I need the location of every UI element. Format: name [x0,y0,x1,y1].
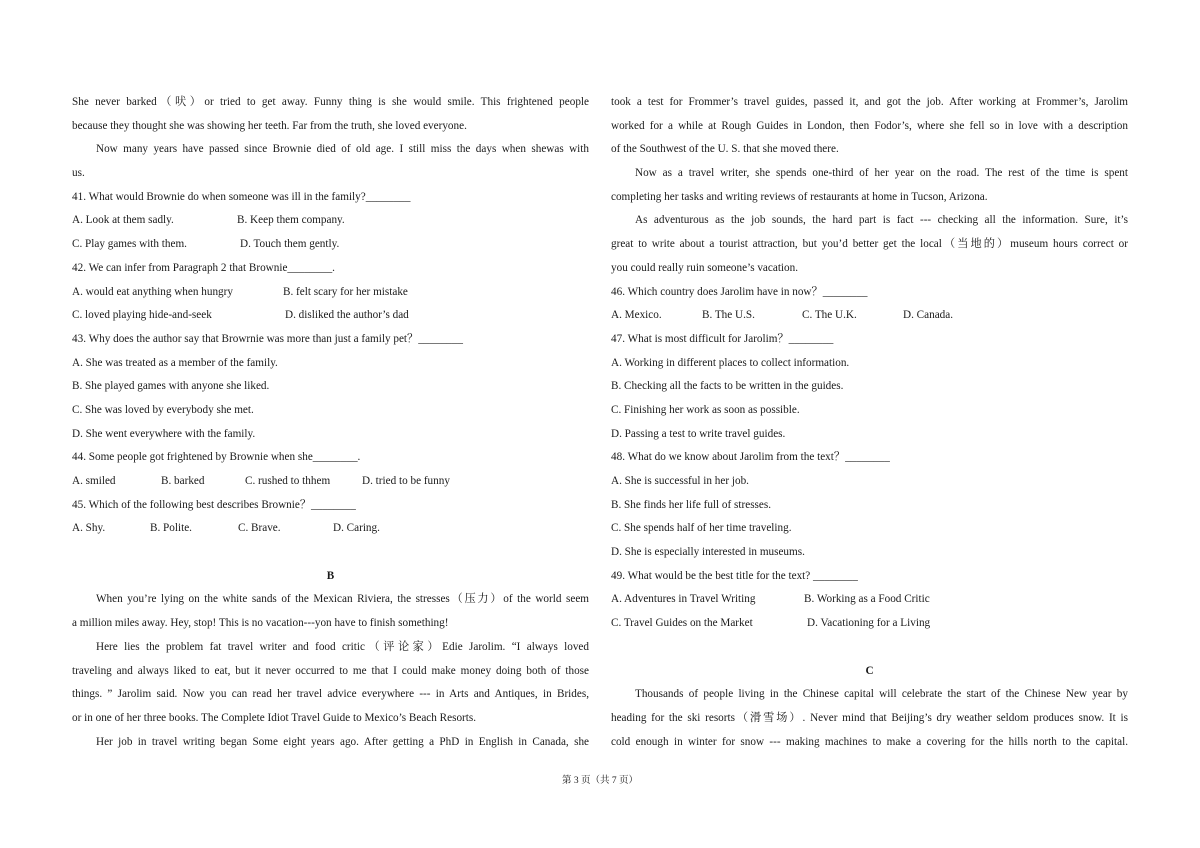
option: A. She is successful in her job. [611,475,749,487]
passage-line: She never barked（吠）or tried to get away. Funny thing is she would smile. This frightened people [72,96,589,108]
passage-line: you could really ruin someone’s vacation. [611,261,799,274]
q49-options-row1 [611,588,1128,612]
option: B. She played games with anyone she liked. [72,380,270,393]
option: D. tried to be funny [362,475,450,487]
page-number-footer: 第 3 页（共 7 页） [561,776,638,786]
option: A. smiled [72,475,116,487]
passage-line: traveling and always liked to eat, but it never occurred to me that I could make money doing both of those [72,664,589,677]
option: B. Working as a Food Critic [804,593,930,606]
option: D. Passing a test to write travel guides. [611,427,786,440]
option: C. She spends half of her time traveling. [611,522,792,535]
option: C. She was loved by everybody she met. [72,403,254,416]
question-49: 49. What would be the best title for the text? ________ [611,569,858,582]
option: A. Mexico. [611,309,662,322]
question-42: 42. We can infer from Paragraph 2 that Brownie________. [72,261,335,274]
option: C. The U.K. [802,309,857,322]
passage-line: completing her tasks and writing reviews of restaurants at home in Tucson, Arizona. [611,190,988,203]
option: D. Caring. [333,522,380,535]
passage-line: great to write about a tourist attraction, but you’d better get the local（当地的）museum hours correct or [611,238,1128,251]
left-column [72,91,589,754]
passage-line: because they thought she was showing her teeth. Far from the truth, she loved everyone. [72,119,467,132]
q49-options-row2 [611,612,1128,636]
q41-options-row1 [72,209,589,233]
passage-line: Thousands of people living in the Chinese capital will celebrate the start of the Chinese New year by [635,688,1128,701]
section-heading-c: C [865,664,874,677]
passage-line: worked for a while at Rough Guides in London, then Fodor’s, where she fell so in love with a description [611,119,1128,132]
option: B. She finds her life full of stresses. [611,498,772,511]
question-46: 46. Which country does Jarolim have in now？________ [611,285,868,298]
option: D. Vacationing for a Living [807,617,931,630]
passage-line: or in one of her three books. The Complete Idiot Travel Guide to Mexico’s Beach Resorts. [72,711,477,724]
section-heading-b: B [326,569,335,582]
passage-line: took a test for Frommer’s travel guides, passed it, and got the job. After working at Frommer’s, Jarolim [611,96,1128,108]
q45-options [72,517,589,541]
option: C. Travel Guides on the Market [611,617,753,630]
passage-line: a million miles away. Hey, stop! This is no vacation---yon have to finish something! [72,617,449,630]
spacer [611,636,1128,660]
option: D. She is especially interested in museums. [611,546,805,559]
q41-options-row2 [72,233,589,257]
question-43: 43. Why does the author say that Browrnie was more than just a family pet？________ [72,332,463,345]
passage-line: Here lies the problem fat travel writer and food critic（评论家）Edie Jarolim. “I always loved [96,640,589,653]
passage-line: When you’re lying on the white sands of the Mexican Riviera, the stresses（压力）of the world seem [96,593,589,606]
option: B. Keep them company. [237,214,345,227]
option: D. Canada. [903,309,954,322]
option: A. would eat anything when hungry [72,285,233,298]
option: B. The U.S. [702,309,755,322]
passage-line: Her job in travel writing began Some eight years ago. After getting a PhD in English in Canada, she [96,735,589,748]
option: B. Checking all the facts to be written in the guides. [611,380,844,393]
option: C. loved playing hide-and-seek [72,309,212,322]
option: B. felt scary for her mistake [283,285,408,298]
option: A. Adventures in Travel Writing [611,593,756,606]
question-48: 48. What do we know about Jarolim from the text？________ [611,451,890,464]
passage-line: Now many years have passed since Brownie died of old age. I still miss the days when shewas with [96,143,589,156]
option: C. rushed to thhem [245,475,331,487]
passage-line: us. [72,167,85,180]
spacer [72,541,589,565]
question-45: 45. Which of the following best describes Brownie？________ [72,498,356,511]
option: C. Finishing her work as soon as possible. [611,403,800,416]
q42-options-row1 [72,281,589,305]
question-44: 44. Some people got frightened by Brownie when she________. [72,451,361,464]
option: D. disliked the author’s dad [285,309,409,322]
passage-line: cold enough in winter for snow --- making machines to make a covering for the hills north to the capital. [611,735,1128,748]
option: C. Play games with them. [72,238,187,251]
option: B. barked [161,475,205,487]
option: A. Working in different places to collect information. [611,356,850,369]
q44-options [72,470,589,494]
passage-line: Now as a travel writer, she spends one-third of her year on the road. The rest of the time is spent [635,167,1128,180]
right-column [611,91,1128,754]
option: A. Shy. [72,522,106,535]
passage-line: heading for the ski resorts（滑雪场）. Never mind that Beijing’s dry weather seldom produces snow. It is [611,711,1128,724]
option: D. She went everywhere with the family. [72,427,256,440]
passage-line: things. ” Jarolim said. Now you can read her travel advice everywhere --- in Arts and Antiques, in Brides, [72,688,589,701]
option: A. She was treated as a member of the family. [72,356,278,369]
q46-options [611,304,1128,328]
question-41: 41. What would Brownie do when someone was ill in the family?________ [72,190,411,203]
question-47: 47. What is most difficult for Jarolim？________ [611,332,834,345]
option: C. Brave. [238,522,281,535]
passage-line: As adventurous as the job sounds, the hard part is fact --- checking all the information. Sure, it’s [635,214,1128,227]
option: D. Touch them gently. [240,238,340,251]
option: A. Look at them sadly. [72,214,174,227]
q42-options-row2 [72,304,589,328]
option: B. Polite. [150,522,192,535]
passage-line: of the Southwest of the U. S. that she moved there. [611,143,839,156]
